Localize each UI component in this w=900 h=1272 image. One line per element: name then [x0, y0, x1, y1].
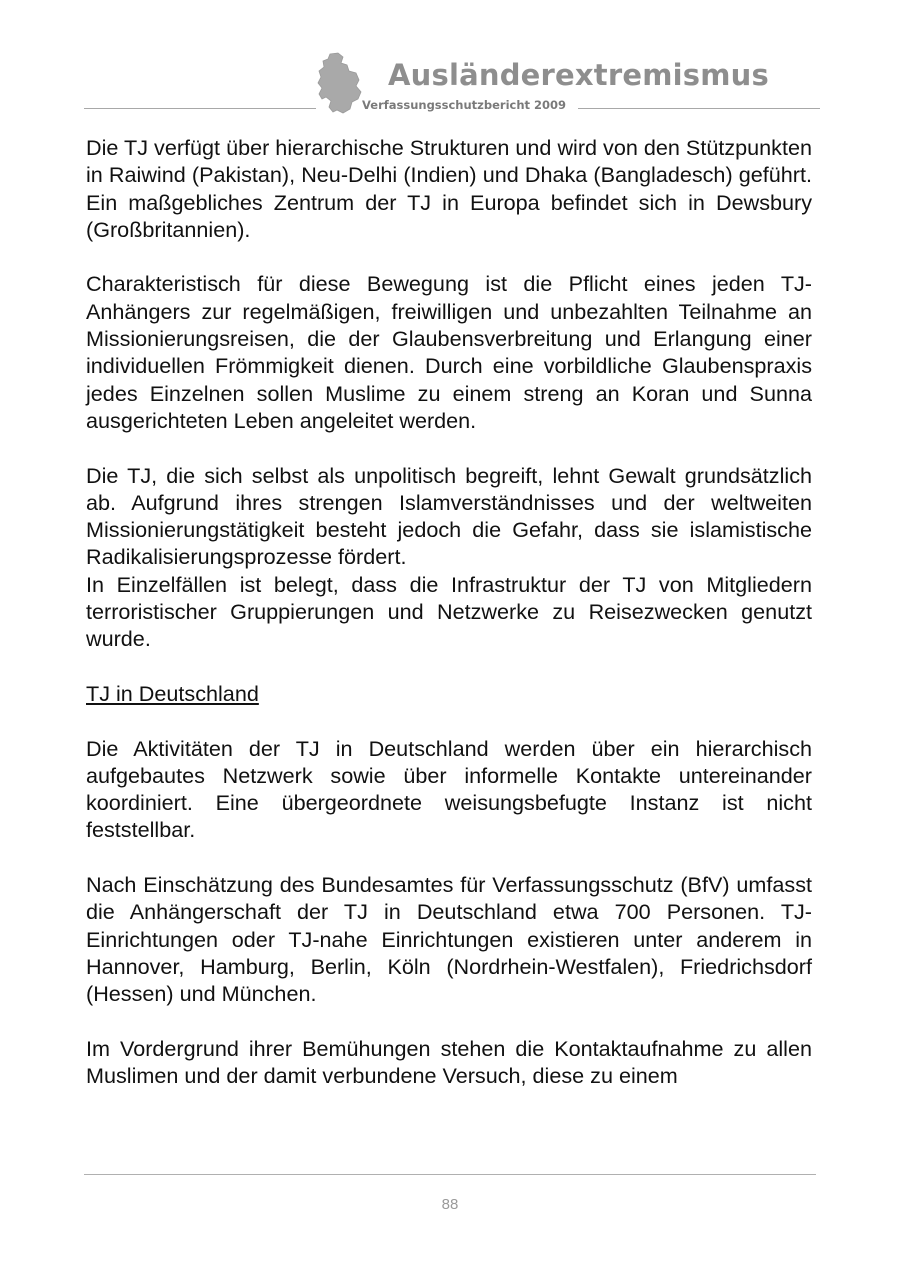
paragraph: Im Vordergrund ihrer Bemühungen stehen die Kontaktaufnahme zu allen Muslimen und der damit verbundene Versuch, diese zu einem	[86, 1035, 812, 1089]
paragraph: Nach Einschätzung des Bundesamtes für Verfassungsschutz (BfV) umfasst die Anhängerschaft der TJ in Deutschland etwa 700 Personen. TJ-Einrichtungen oder TJ-nahe Einrichtungen existieren unter anderem in Hannover, Hamburg, Berlin, Köln (Nordrhein-Westfalen), Friedrichsdorf (Hessen) und München.	[86, 872, 812, 1007]
section-heading: TJ in Deutschland	[86, 680, 259, 706]
page-number: 88	[441, 1196, 459, 1213]
paragraph: In Einzelfällen ist belegt, dass die Infrastruktur der TJ von Mitgliedern terroristischer Gruppierungen und Netzwerke zu Reisezwecken genutzt wurde.	[86, 571, 812, 652]
footer-rule	[84, 1174, 816, 1175]
document-body	[86, 134, 812, 1117]
paragraph: Die Aktivitäten der TJ in Deutschland werden über ein hierarchisch aufgebautes Netzwerk sowie über informelle Kontakte untereinander koordiniert. Eine übergeordnete weisungsbefugte Instanz ist nicht feststellbar.	[86, 735, 812, 843]
header-rule-right	[578, 108, 820, 109]
page-header	[0, 0, 900, 120]
header-title: Ausländerextremismus	[388, 58, 769, 92]
header-subtitle: Verfassungsschutzbericht 2009	[362, 98, 567, 112]
paragraph: Die TJ, die sich selbst als unpolitisch begreift, lehnt Gewalt grundsätzlich ab. Aufgrund ihres strengen Islamverständnisses und der weltweiten Missionierungstätigkeit besteht jedoch die Gefahr, dass sie islamistische Radikalisierungsprozesse fördert.	[86, 462, 812, 570]
saxony-anhalt-map-icon	[316, 52, 362, 114]
header-rule-left	[84, 108, 316, 109]
paragraph: Die TJ verfügt über hierarchische Strukturen und wird von den Stützpunkten in Raiwind (Pakistan), Neu-Delhi (Indien) und Dhaka (Bangladesch) geführt. Ein maßgebliches Zentrum der TJ in Europa befindet sich in Dewsbury (Großbritannien).	[86, 135, 812, 242]
paragraph: Charakteristisch für diese Bewegung ist die Pflicht eines jeden TJ-Anhängers zur regelmäßigen, freiwilligen und unbezahlten Teilnahme an Missionierungsreisen, die der Glaubensverbreitung und Erlangung einer individuellen Frömmigkeit dienen. Durch eine vorbildliche Glaubenspraxis jedes Einzelnen sollen Muslime zu einem streng an Koran und Sunna ausgerichteten Leben angeleitet werden.	[86, 271, 812, 433]
